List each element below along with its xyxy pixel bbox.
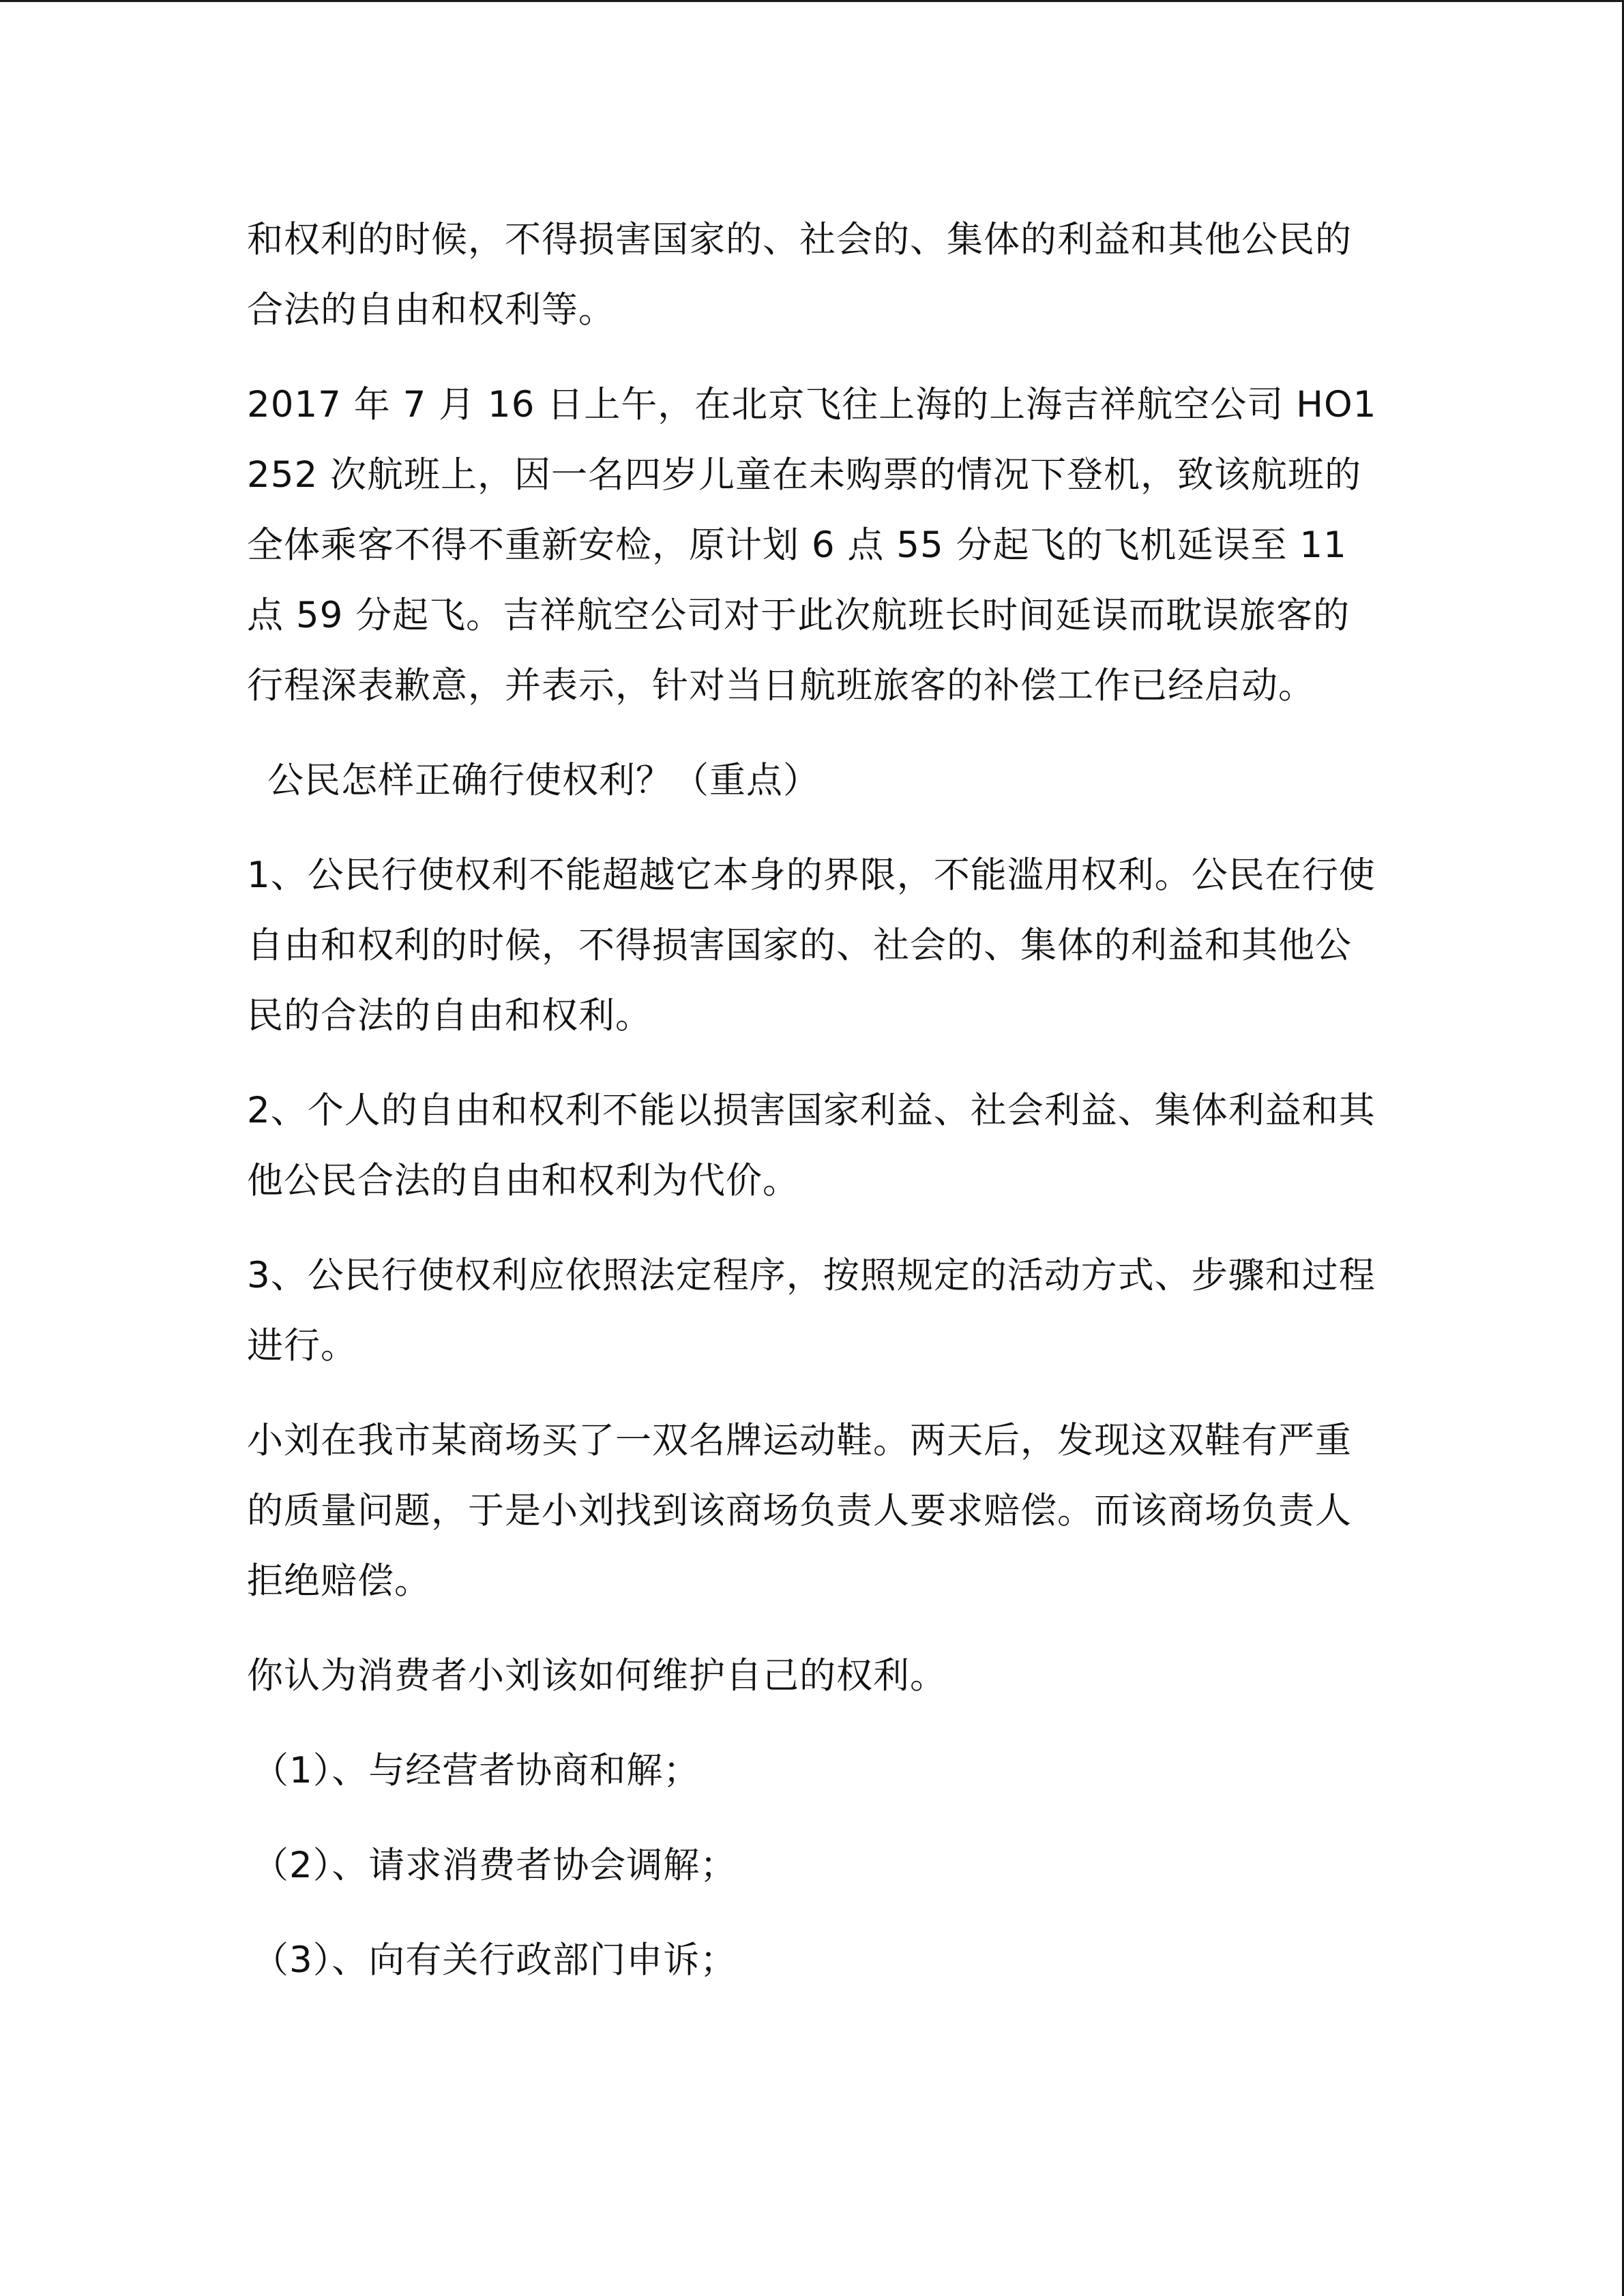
section-heading: 公民怎样正确行使权利？（重点） bbox=[267, 760, 820, 801]
point-3: 3、公民行使权利应依照法定程序，按照规定的活动方式、步骤和过程进行。 bbox=[247, 1255, 1376, 1367]
answer-item-3: （3）、向有关行政部门申诉； bbox=[252, 1939, 737, 1981]
point-2: 2、个人的自由和权利不能以损害国家利益、社会利益、集体利益和其他公民合法的自由和权利为代价。 bbox=[247, 1090, 1376, 1202]
page-border-top bbox=[0, 0, 1624, 2]
document-body bbox=[247, 205, 1379, 2020]
answer-item-1: （1）、与经营者协商和解； bbox=[252, 1750, 700, 1791]
paragraph-shoe-case: 小刘在我市某商场买了一双名牌运动鞋。两天后，发现这双鞋有严重的质量问题，于是小刘找到该商场负责人要求赔偿。而该商场负责人拒绝赔偿。 bbox=[247, 1420, 1352, 1602]
point-1: 1、公民行使权利不能超越它本身的界限，不能滥用权利。公民在行使自由和权利的时候，不得损害国家的、社会的、集体的利益和其他公民的合法的自由和权利。 bbox=[247, 854, 1376, 1037]
question: 你认为消费者小刘该如何维护自己的权利。 bbox=[247, 1655, 947, 1697]
answer-item-2: （2）、请求消费者协会调解； bbox=[252, 1845, 737, 1886]
paragraph-flight-delay-case: 2017 年 7 月 16 日上午，在北京飞往上海的上海吉祥航空公司 HO1252 次航班上，因一名四岁儿童在未购票的情况下登机，致该航班的全体乘客不得不重新安检，原计划 6 点 55 分起飞的飞机延误至 11 点 59 分起飞。吉祥航空公司对于此次航班长时间延误而耽误旅客的行程深表歉意，并表示，针对当日航班旅客的补偿工作已经启动。 bbox=[247, 384, 1377, 706]
paragraph-continuation: 和权利的时候，不得损害国家的、社会的、集体的利益和其他公民的合法的自由和权利等。 bbox=[247, 219, 1352, 331]
